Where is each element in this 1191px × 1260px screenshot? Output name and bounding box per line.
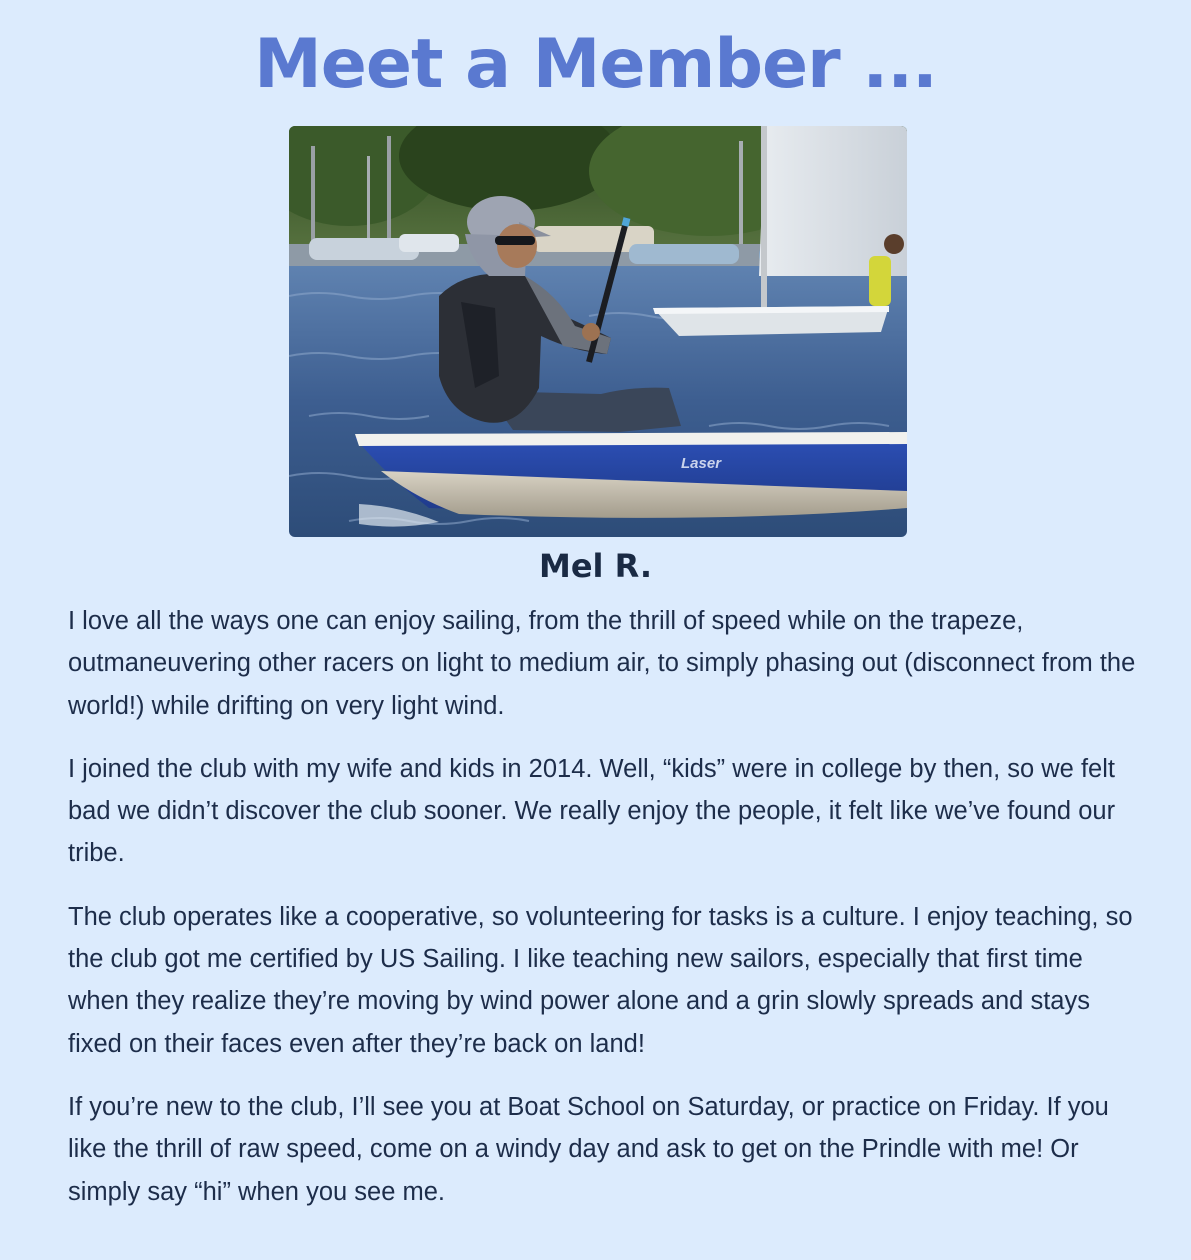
sailing-photo-illustration xyxy=(289,126,907,537)
story-paragraph: I love all the ways one can enjoy sailing, from the thrill of speed while on the trapeze, outmaneuvering other racers on light to medium air, to simply phasing out (disconnect from the world!) while drifting on very light wind. xyxy=(68,607,1136,720)
member-name: Mel R. xyxy=(538,547,653,585)
hull-label: Laser xyxy=(681,455,722,472)
member-photo xyxy=(289,126,907,537)
member-story xyxy=(68,600,1138,1234)
story-paragraph: The club operates like a cooperative, so volunteering for tasks is a culture. I enjoy teaching, so the club got me certified by US Sailing. I like teaching new sailors, especially that first time when they realize they’re moving by wind power alone and a grin slowly spreads and stays fixed on their faces even after they’re back on land! xyxy=(68,902,1133,1058)
story-paragraph: If you’re new to the club, I’ll see you at Boat School on Saturday, or practice on Friday. If you like the thrill of raw speed, come on a windy day and ask to get on the Prindle with me! Or simply say “hi” when you see me. xyxy=(68,1092,1109,1206)
story-paragraph: I joined the club with my wife and kids in 2014. Well, “kids” were in college by then, so we felt bad we didn’t discover the club sooner. We really enjoy the people, it felt like we’ve found our tribe. xyxy=(68,754,1116,868)
page-title: Meet a Member ... xyxy=(254,25,937,104)
